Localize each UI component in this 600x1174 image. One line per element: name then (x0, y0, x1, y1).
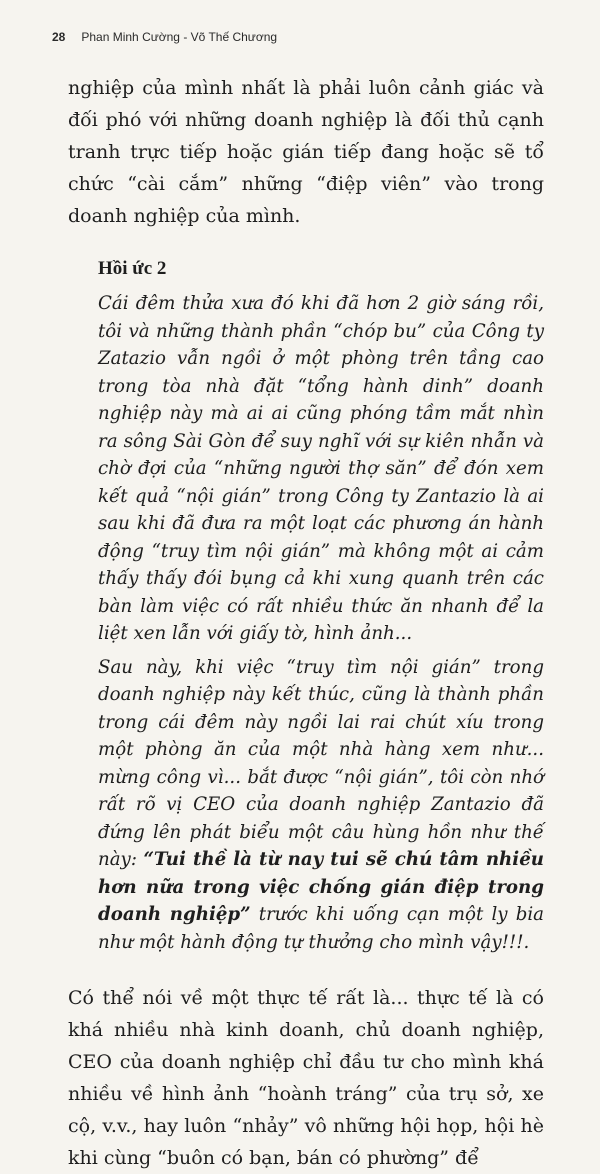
final-paragraph: Có thể nói về một thực tế rất là... thực tế là có khá nhiều nhà kinh doanh, chủ doanh nghiệp, CEO của doanh nghiệp chỉ đầu tư cho mình khá nhiều về hình ảnh “hoành tráng” của trụ sở, xe cộ, v.v., hay luôn “nhảy” vô những hội họp, hội hè khi cùng “buôn có bạn, bán có phường” để (68, 987, 544, 1169)
memory-section (98, 258, 544, 956)
running-header (52, 30, 544, 44)
memory-paragraph-1: Cái đêm thửa xưa đó khi đã hơn 2 giờ sáng rồi, tôi và những thành phần “chóp bu” của Công ty Zatazio vẫn ngồi ở một phòng trên tầng cao trong tòa nhà đặt “tổng hành dinh” doanh nghiệp này mà ai ai cũng phóng tầm mắt nhìn ra sông Sài Gòn để suy nghĩ với sự kiên nhẫn và chờ đợi của “những người thợ săn” để đón xem kết quả “nội gián” trong Công ty Zantazio là ai sau khi đã đưa ra một loạt các phương án hành động “truy tìm nội gián” mà không một ai cảm thấy thấy đói bụng cả khi xung quanh trên các bàn làm việc có rất nhiều thức ăn nhanh để la liệt xen lẫn với giấy tờ, hình ảnh... (98, 293, 544, 644)
section-heading: Hồi ức 2 (98, 258, 167, 279)
memory-paragraph-2-start: Sau này, khi việc “truy tìm nội gián” trong doanh nghiệp này kết thúc, cũng là thành phần trong cái đêm này ngồi lai rai chút xíu trong một phòng ăn của một nhà hàng xem như... mừng công vì... bắt được “nội gián”, tôi còn nhớ rất rõ vị CEO của doanh nghiệp Zantazio đã đứng lên phát biểu một câu hùng hồn như thế này: (98, 656, 544, 870)
memory-paragraph-2 (98, 654, 544, 957)
page-number: 28 (52, 30, 66, 44)
author-names: Phan Minh Cường - Võ Thế Chương (81, 30, 278, 44)
ceo-quote: “Tui thề là từ nay tui sẽ chú tâm nhiều hơn nữa trong việc chống gián điệp trong doanh nghiệp” (98, 849, 544, 925)
memory-paragraph-2-end: trước khi uống cạn một ly bia như một hành động tự thưởng cho mình vậy!!!. (98, 904, 545, 953)
intro-paragraph: nghiệp của mình nhất là phải luôn cảnh giác và đối phó với những doanh nghiệp là đối thủ cạnh tranh trực tiếp hoặc gián tiếp đang hoặc sẽ tổ chức “cài cắm” những “điệp viên” vào trong doanh nghiệp của mình. (68, 77, 544, 227)
